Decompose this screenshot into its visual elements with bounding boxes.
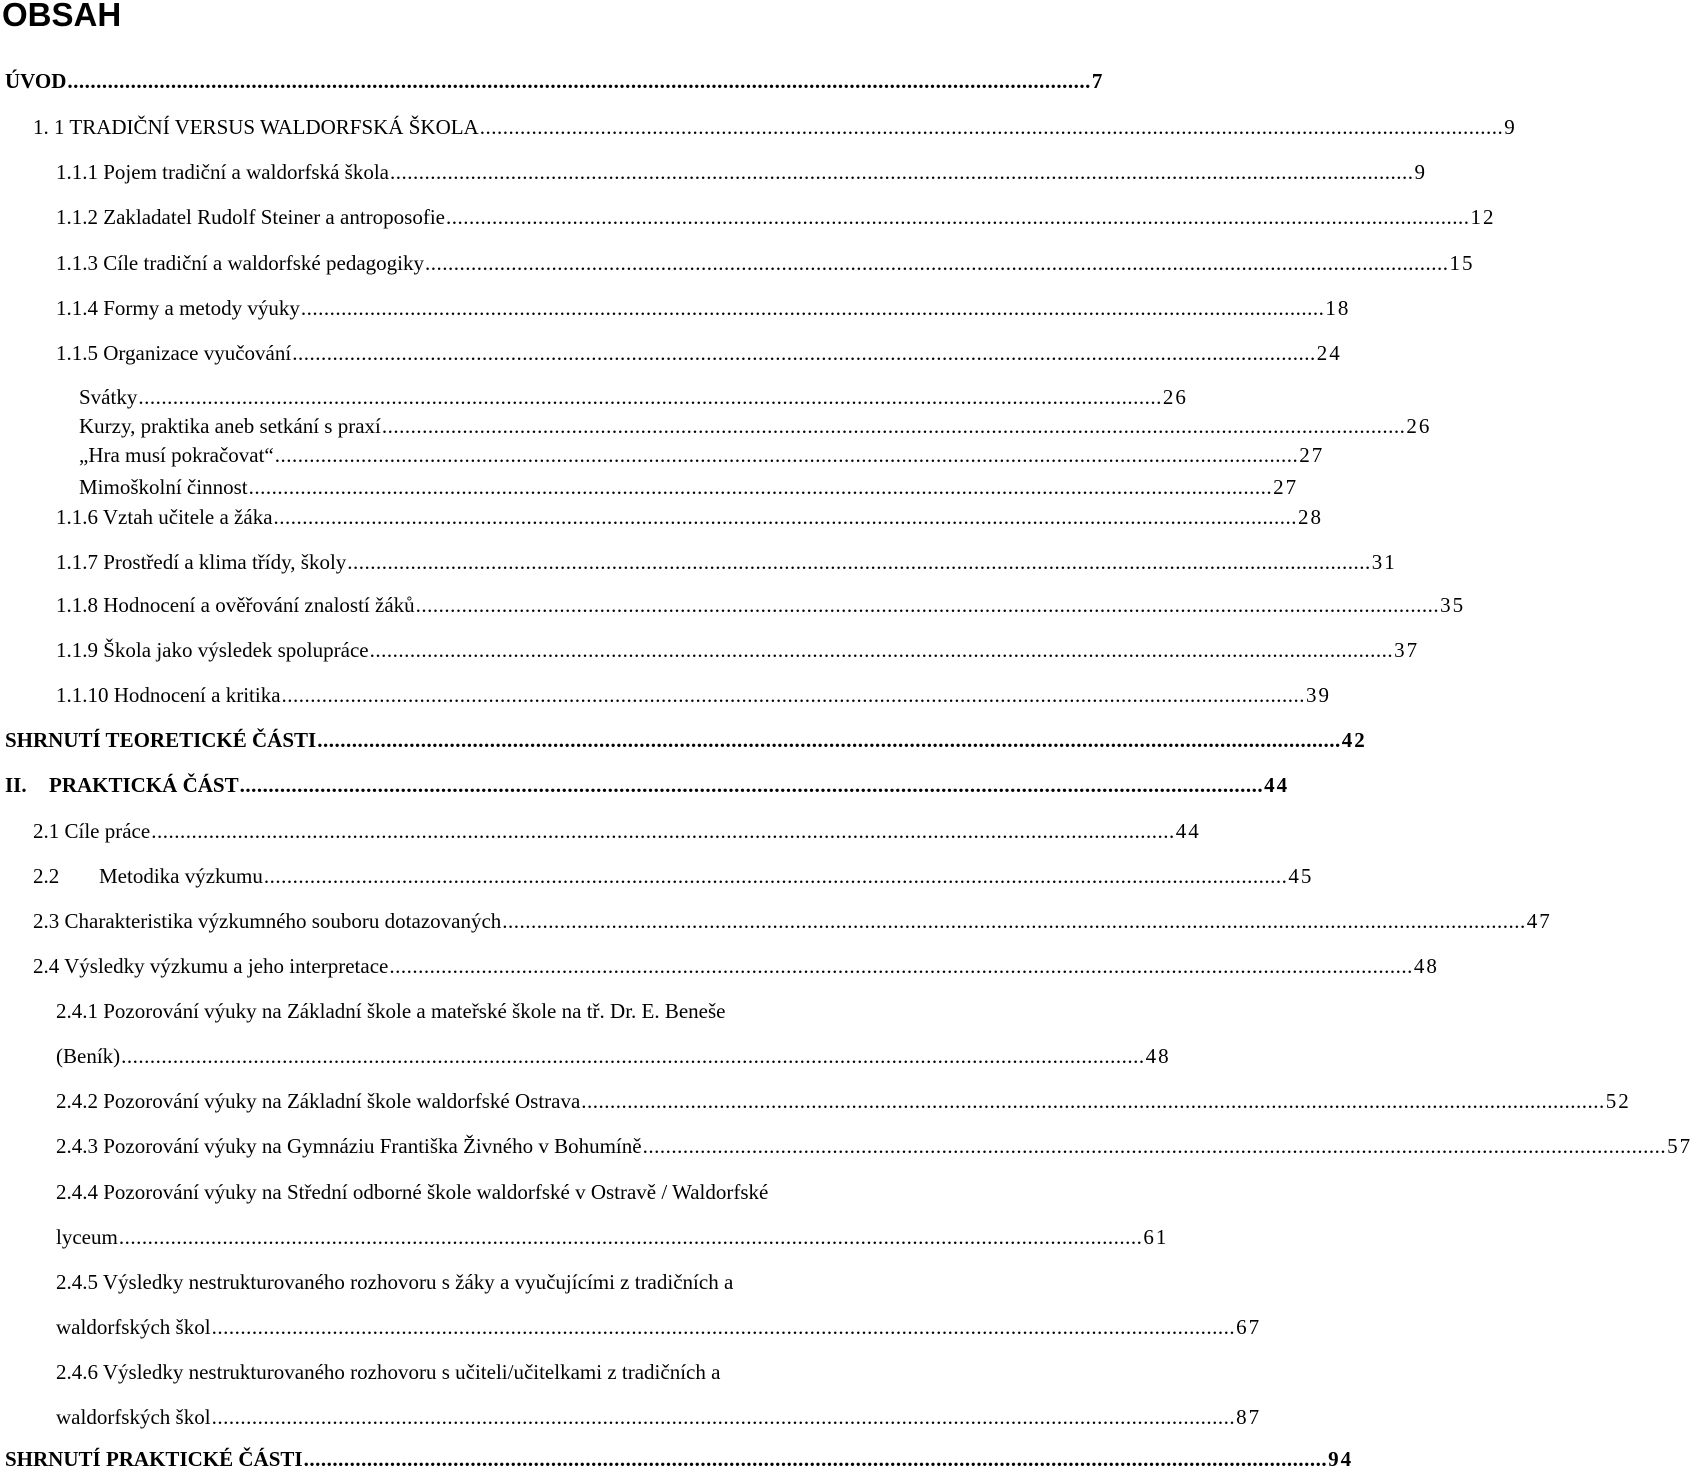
toc-page-number: 27 — [1273, 475, 1299, 499]
toc-entry-label: Kurzy, praktika aneb setkání s praxí — [79, 414, 381, 438]
toc-page-number: 42 — [1341, 728, 1367, 752]
leader-dots: .................................................................................................................................................................................. — [211, 1315, 1236, 1339]
toc-page-number: 67 — [1236, 1315, 1262, 1339]
toc-entry-label: 2.3 Charakteristika výzkumného souboru dotazovaných — [33, 909, 502, 933]
toc-entry-label: 2.1 Cíle práce — [33, 819, 151, 843]
toc-page-number: 52 — [1605, 1089, 1631, 1113]
toc-entry-2-4-5[interactable] — [56, 1314, 1262, 1340]
leader-dots: .................................................................................................................................................................................. — [292, 341, 1316, 365]
toc-entry-label: 1.1.6 Vztah učitele a žáka — [56, 505, 273, 529]
toc-entry-1-1-6[interactable] — [56, 504, 1324, 530]
toc-page-number: 9 — [1414, 160, 1428, 184]
leader-dots: .................................................................................................................................................................................. — [381, 414, 1406, 438]
toc-entry-1-1[interactable] — [33, 114, 1517, 140]
toc-entry-2-1[interactable] — [33, 818, 1201, 844]
toc-page-number: 24 — [1316, 341, 1342, 365]
leader-dots: .................................................................................................................................................................................. — [138, 385, 1162, 409]
toc-entry-1-1-10[interactable] — [56, 682, 1332, 708]
toc-entry-label: 1.1.1 Pojem tradiční a waldorfská škola — [56, 160, 390, 184]
toc-page-number: 37 — [1394, 638, 1420, 662]
toc-page-number: 48 — [1413, 954, 1439, 978]
leader-dots: .................................................................................................................................................................................. — [479, 115, 1504, 139]
toc-entry-1-1-5[interactable] — [56, 340, 1342, 366]
leader-dots: .................................................................................................................................................................................. — [642, 1134, 1667, 1158]
toc-entry-label: 1. 1 TRADIČNÍ VERSUS WALDORFSKÁ ŠKOLA — [33, 115, 479, 139]
leader-dots: .................................................................................................................................................................................. — [415, 593, 1440, 617]
toc-page-number: 9 — [1504, 115, 1517, 139]
toc-page-number: 47 — [1526, 909, 1552, 933]
toc-entry-2-4[interactable] — [33, 953, 1439, 979]
leader-dots: .................................................................................................................................................................................. — [274, 443, 1299, 467]
toc-entry-mimoskolni[interactable] — [79, 474, 1299, 500]
toc-entry-2-4-4[interactable] — [56, 1224, 1169, 1250]
toc-entry-label: „Hra musí pokračovat“ — [79, 443, 274, 467]
toc-entry-2-4-3[interactable] — [56, 1133, 1692, 1159]
leader-dots: .................................................................................................................................................................................. — [303, 1447, 1328, 1471]
toc-entry-label: ÚVOD — [5, 69, 67, 93]
toc-page-number: 31 — [1371, 550, 1397, 574]
leader-dots: .................................................................................................................................................................................. — [248, 475, 1273, 499]
toc-entry-2-4-1-line1: 2.4.1 Pozorování výuky na Základní škole a mateřské škole na tř. Dr. E. Beneše — [56, 999, 726, 1023]
toc-entry-2-3[interactable] — [33, 908, 1552, 934]
toc-entry-1-1-4[interactable] — [56, 295, 1351, 321]
toc-entry-hra[interactable] — [79, 442, 1325, 468]
toc-entry-2-4-5-line1: 2.4.5 Výsledky nestrukturovaného rozhovoru s žáky a vyučujícími z tradičních a — [56, 1270, 734, 1294]
toc-entry-label: waldorfských škol — [56, 1405, 211, 1429]
toc-entry-2-4-4-line1: 2.4.4 Pozorování výuky na Střední odborné škole waldorfské v Ostravě / Waldorfské — [56, 1180, 769, 1204]
toc-page-number: 15 — [1449, 251, 1475, 275]
leader-dots: .................................................................................................................................................................................. — [369, 638, 1394, 662]
leader-dots: .................................................................................................................................................................................. — [424, 251, 1449, 275]
toc-entry-2-4-1[interactable] — [56, 1043, 1171, 1069]
toc-page-number: 35 — [1440, 593, 1466, 617]
toc-page-number: 27 — [1299, 443, 1325, 467]
toc-entry-label: 1.1.4 Formy a metody výuky — [56, 296, 300, 320]
toc-entry-label: 2.4 Výsledky výzkumu a jeho interpretace — [33, 954, 389, 978]
toc-entry-1-1-9[interactable] — [56, 637, 1420, 663]
toc-entry-number: 2.2 — [33, 864, 60, 888]
toc-page-number: 18 — [1325, 296, 1351, 320]
leader-dots: .................................................................................................................................................................................. — [390, 160, 1414, 184]
toc-entry-label: 1.1.10 Hodnocení a kritika — [56, 683, 281, 707]
leader-dots: .................................................................................................................................................................................. — [118, 1225, 1143, 1249]
toc-entry-1-1-1[interactable] — [56, 159, 1428, 185]
toc-entry-2-2[interactable] — [33, 863, 1314, 889]
toc-page-number: 61 — [1143, 1225, 1169, 1249]
toc-entry-label: SHRNUTÍ TEORETICKÉ ČÁSTI — [5, 728, 317, 752]
toc-entry-label: 1.1.2 Zakladatel Rudolf Steiner a antroposofie — [56, 205, 445, 229]
toc-entry-1-1-8[interactable] — [56, 592, 1466, 618]
toc-entry-label: waldorfských škol — [56, 1315, 211, 1339]
toc-entry-label: 2.4.2 Pozorování výuky na Základní škole waldorfské Ostrava — [56, 1089, 581, 1113]
toc-entry-shrnuti-teoreticke[interactable] — [5, 727, 1367, 753]
toc-entry-label: Svátky — [79, 385, 138, 409]
toc-entry-label: 2.4.3 Pozorování výuky na Gymnáziu Františka Živného v Bohumíně — [56, 1134, 642, 1158]
toc-entry-uvod[interactable] — [5, 68, 1105, 94]
leader-dots: .................................................................................................................................................................................. — [151, 819, 1175, 843]
toc-entry-kurzy[interactable] — [79, 413, 1432, 439]
toc-page-number: 26 — [1406, 414, 1432, 438]
toc-entry-2-4-6-line1: 2.4.6 Výsledky nestrukturovaného rozhovoru s učiteli/učitelkami z tradičních a — [56, 1360, 721, 1384]
leader-dots: .................................................................................................................................................................................. — [347, 550, 1371, 574]
toc-entry-text: PRAKTICKÁ ČÁST — [49, 773, 239, 797]
toc-entry-text: Metodika výzkumu — [99, 864, 263, 888]
toc-entry-label: SHRNUTÍ PRAKTICKÉ ČÁSTI — [5, 1447, 303, 1471]
toc-page-number: 7 — [1091, 69, 1105, 93]
toc-page-number: 26 — [1162, 385, 1188, 409]
leader-dots: .................................................................................................................................................................................. — [121, 1044, 1145, 1068]
leader-dots: .................................................................................................................................................................................. — [263, 864, 1288, 888]
leader-dots: .................................................................................................................................................................................. — [67, 69, 1091, 93]
toc-page-number: 48 — [1145, 1044, 1171, 1068]
toc-page-number: 28 — [1298, 505, 1324, 529]
toc-entry-svatky[interactable] — [79, 384, 1188, 410]
toc-entry-prakticka-cast[interactable] — [5, 772, 1290, 798]
toc-entry-label — [5, 772, 239, 798]
toc-entry-2-4-6[interactable] — [56, 1404, 1262, 1430]
leader-dots: .................................................................................................................................................................................. — [581, 1089, 1605, 1113]
toc-page-number: 39 — [1306, 683, 1332, 707]
toc-page-number: 44 — [1264, 773, 1290, 797]
leader-dots: .................................................................................................................................................................................. — [239, 773, 1264, 797]
leader-dots: .................................................................................................................................................................................. — [281, 683, 1306, 707]
toc-page-number: 87 — [1236, 1405, 1262, 1429]
toc-page-number: 57 — [1667, 1134, 1692, 1158]
toc-entry-shrnuti-prakticke[interactable] — [5, 1446, 1354, 1472]
leader-dots: .................................................................................................................................................................................. — [273, 505, 1298, 529]
toc-entry-label: 1.1.5 Organizace vyučování — [56, 341, 292, 365]
leader-dots: .................................................................................................................................................................................. — [389, 954, 1413, 978]
toc-entry-2-4-2[interactable] — [56, 1088, 1631, 1114]
toc-page-number: 94 — [1328, 1447, 1354, 1471]
toc-entry-label: lyceum — [56, 1225, 118, 1249]
leader-dots: .................................................................................................................................................................................. — [445, 205, 1470, 229]
toc-entry-label: Mimoškolní činnost — [79, 475, 248, 499]
toc-page-number: 44 — [1175, 819, 1201, 843]
leader-dots: .................................................................................................................................................................................. — [211, 1405, 1236, 1429]
page-title: OBSAH — [2, 0, 122, 33]
toc-page-number: 12 — [1470, 205, 1496, 229]
leader-dots: .................................................................................................................................................................................. — [502, 909, 1526, 933]
toc-entry-number: II. — [5, 773, 27, 797]
toc-entry-label: 1.1.7 Prostředí a klima třídy, školy — [56, 550, 347, 574]
toc-entry-label: 1.1.3 Cíle tradiční a waldorfské pedagogiky — [56, 251, 424, 275]
toc-entry-label: 1.1.8 Hodnocení a ověřování znalostí žáků — [56, 593, 415, 617]
toc-entry-1-1-3[interactable] — [56, 250, 1475, 276]
toc-entry-1-1-7[interactable] — [56, 549, 1397, 575]
toc-entry-label — [33, 863, 263, 889]
leader-dots: .................................................................................................................................................................................. — [300, 296, 1325, 320]
toc-entry-label: 1.1.9 Škola jako výsledek spolupráce — [56, 638, 369, 662]
toc-entry-1-1-2[interactable] — [56, 204, 1496, 230]
leader-dots: .................................................................................................................................................................................. — [317, 728, 1341, 752]
toc-page-number: 45 — [1288, 864, 1314, 888]
toc-entry-label: (Beník) — [56, 1044, 121, 1068]
